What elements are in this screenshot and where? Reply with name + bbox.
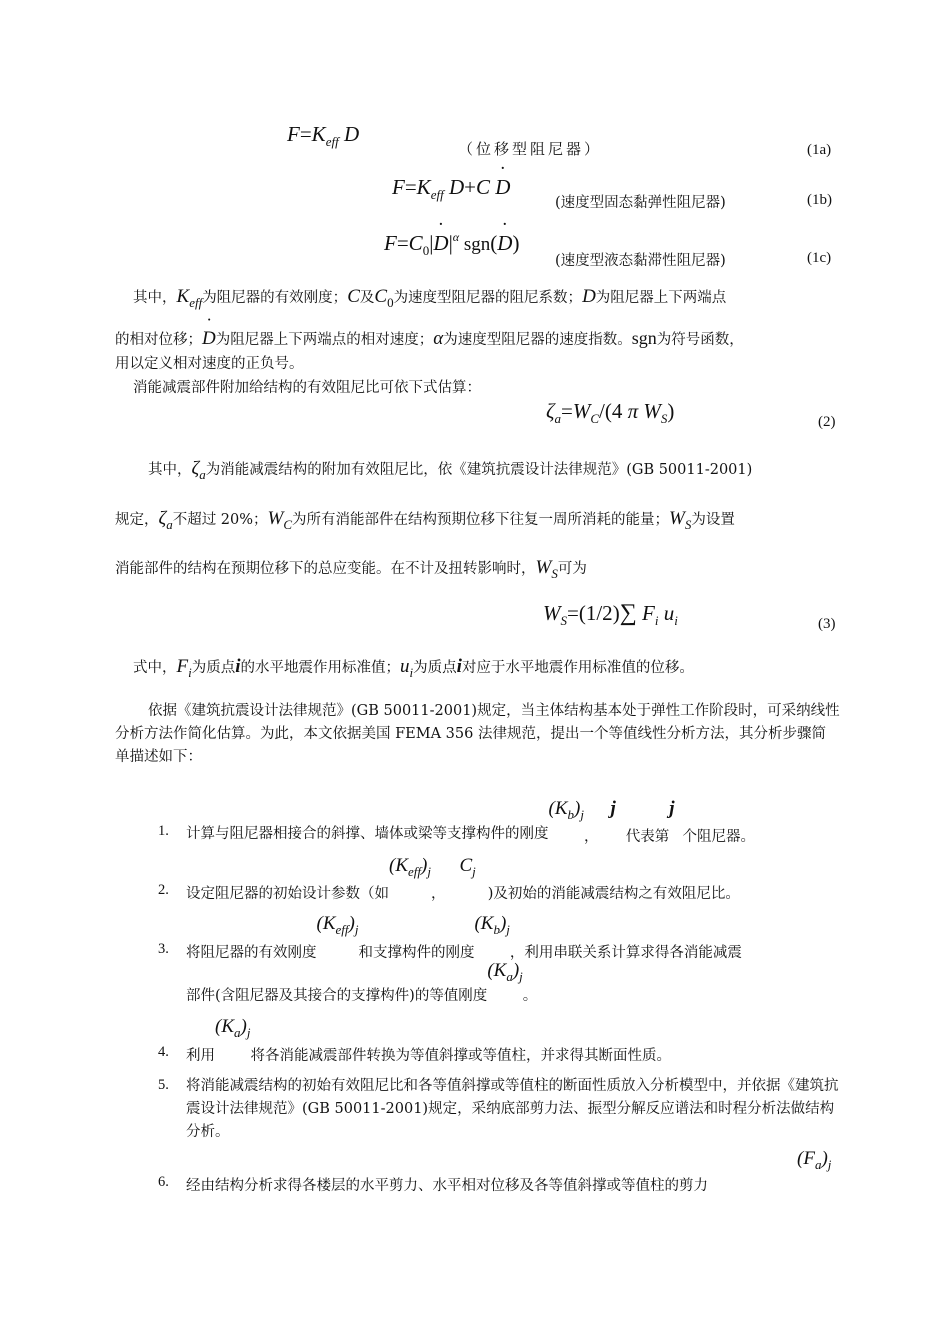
- equation-1c: $F=C_0|˙$ $D|^\alpha$ sgn(˙ D): [384, 230, 519, 259]
- equation-2-number: (2): [818, 414, 836, 430]
- list-item-2: 设定阻尼器的初始设计参数（如$(K_{eff})_j$，$C_j$)及初始的消能减震结构之有效阻尼比。: [186, 855, 740, 902]
- para-strain-energy-line: 消能部件的结构在预期位移下的总应变能。在不计及扭转影响时，WS可为: [115, 557, 587, 581]
- list-number-1: 1.: [158, 823, 169, 839]
- para-sign-line: 用以定义相对速度的正负号。: [115, 356, 304, 372]
- list-number-5: 5.: [158, 1077, 169, 1093]
- list-item-3-line2: 部件(含阻尼器及其接合的支撑构件)的等值刚度$(K_a)_j$。: [186, 960, 538, 1004]
- list-item-5: 将消能减震结构的初始有效阻尼比和各等值斜撑或等值柱的断面性质放入分析模型中，并依据《建筑抗震设计法律规范》(GB 50011-2001)规定，采纳底部剪力法、振型分解反应谱法和时程分析法做结构分析。: [186, 1078, 839, 1140]
- list-number-2: 2.: [158, 882, 169, 898]
- equation-1c-number: (1c): [807, 250, 832, 266]
- list-item-3-line1: 将阻尼器的有效刚度$(K_{eff})_j$和支撑构件的刚度$(K_b)_j$，利用串联关系计算求得各消能减震: [186, 913, 742, 961]
- list-item-6-symbol: $(F_a)_j$: [797, 1148, 832, 1172]
- para-displacement-line: 的相对位移；˙ D为阻尼器上下两端点的相对速度；α为速度型阻尼器的速度指数。sgn为符号函数，: [115, 328, 744, 350]
- para-ws-line: 规定，ζa不超过 20%；WC为所有消能部件在结构预期位移下往复一周所消耗的能量；WS为设置: [115, 508, 735, 532]
- equation-2: $\zeta_a=W_C/(4$ π $W_S$): [546, 399, 675, 426]
- equation-1a: $F=K_{eff}$ D: [287, 122, 360, 149]
- equation-3-number: (3): [818, 616, 836, 632]
- para-damping-intro: 消能减震部件附加给结构的有效阻尼比可依下式估算：: [133, 380, 481, 396]
- equation-1c-label: (速度型液态黏滞性阻尼器): [555, 253, 726, 269]
- list-number-4: 4.: [158, 1044, 169, 1060]
- list-item-4: 利用$(K_a)_j$将各消能减震部件转换为等值斜撑或等值柱，并求得其断面性质。: [186, 1016, 671, 1064]
- equation-1b-label: (速度型固态黏弹性阻尼器): [555, 195, 726, 211]
- para-keff-line: 其中，Keff为阻尼器的有效刚度；C及C0为速度型阻尼器的阻尼系数；D为阻尼器上下两端点: [133, 286, 727, 310]
- para-zeta-line: 其中，ζa为消能减震结构的附加有效阻尼比，依《建筑抗震设计法律规范》(GB 50011-2001): [148, 458, 753, 482]
- list-item-6: 经由结构分析求得各楼层的水平剪力、水平相对位移及各等值斜撑或等值柱的剪力: [186, 1178, 708, 1194]
- list-number-3: 3.: [158, 941, 169, 957]
- equation-3: $W_S=(1/2)\sum$ $F_i$ $u_i$: [543, 600, 678, 628]
- para-fi-line: 式中，Fi为质点i的水平地震作用标准值；ui为质点i对应于水平地震作用标准值的位移。: [133, 656, 694, 680]
- list-item-1: 计算与阻尼器相接合的斜撑、墙体或梁等支撑构件的刚度$(K_b)_j$，j代表第j个阻尼器。: [186, 798, 756, 845]
- equation-1a-label: （位移型阻尼器）: [458, 140, 603, 158]
- equation-1b: $F=K_{eff}$ D+C ˙ D: [392, 175, 510, 203]
- equation-1a-number: (1a): [807, 142, 832, 158]
- equation-1b-number: (1b): [807, 192, 832, 208]
- list-number-6: 6.: [158, 1174, 169, 1190]
- para-method-intro: 依据《建筑抗震设计法律规范》(GB 50011-2001)规定，当主体结构基本处于弹性工作阶段时，可采纳线性分析方法作简化估算。为此，本文依据美国 FEMA 356 法律规范，提出一个等值线性分析方法，其分析步骤简单描述如下：: [115, 703, 840, 765]
